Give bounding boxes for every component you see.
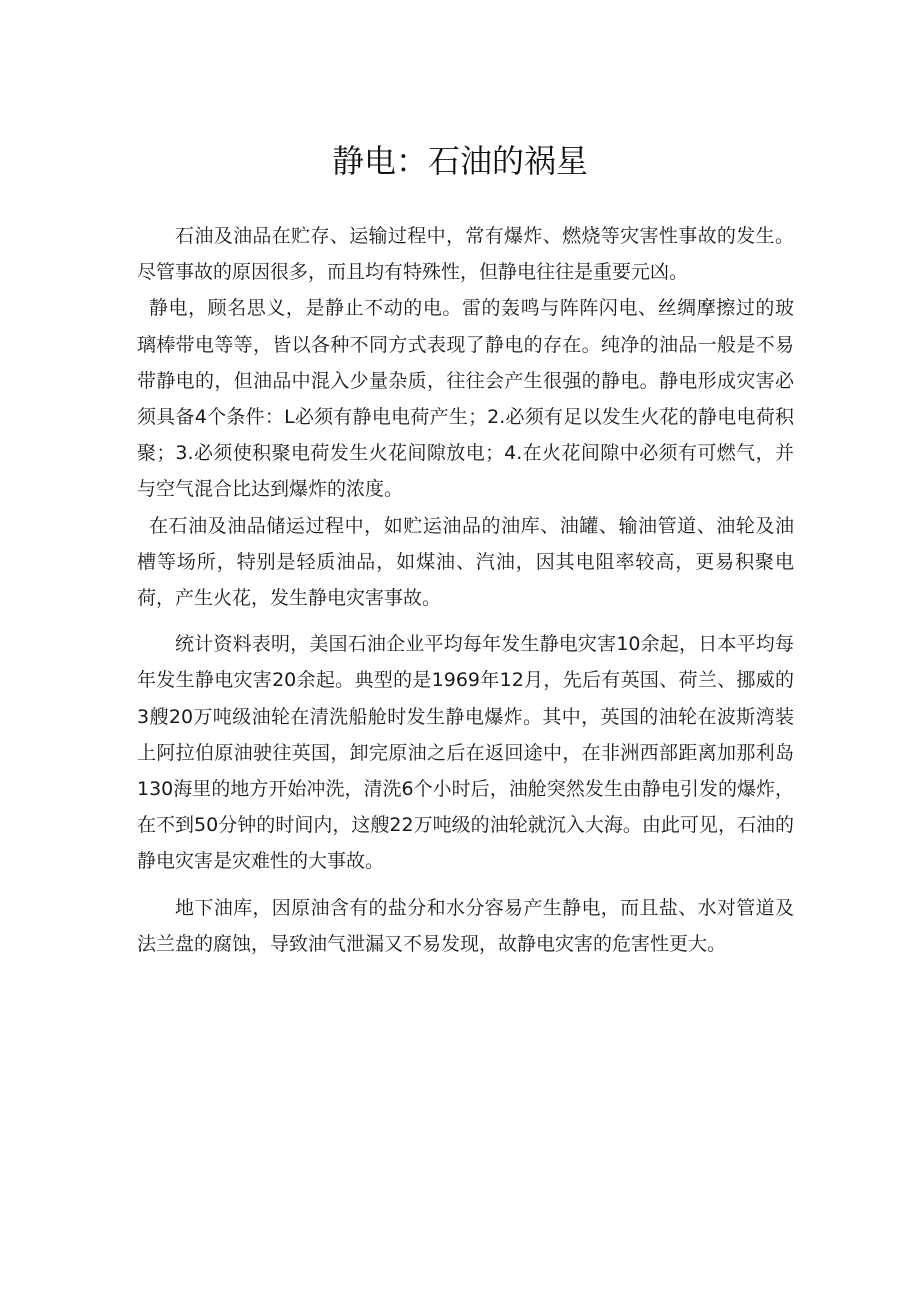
paragraph-underground-depot: 地下油库，因原油含有的盐分和水分容易产生静电，而且盐、水对管道及法兰盘的腐蚀，导致油气泄漏又不易发现，故静电灾害的危害性更大。: [137, 896, 794, 955]
paragraph-intro: 石油及油品在贮存、运输过程中，常有爆炸、燃烧等灾害性事故的发生。尽管事故的原因很多，而且均有特殊性，但静电往往是重要元凶。: [137, 225, 794, 284]
document-body: [137, 218, 794, 962]
paragraph-storage-risk: 在石油及油品储运过程中，如贮运油品的油库、油罐、输油管道、油轮及油槽等场所，特别是轻质油品，如煤油、汽油，因其电阻率较高，更易积聚电荷，产生火花，发生静电灾害事故。: [137, 514, 794, 610]
paragraph-statistics: 统计资料表明，美国石油企业平均每年发生静电灾害10余起，日本平均每年发生静电灾害20余起。典型的是1969年12月，先后有英国、荷兰、挪威的3艘20万吨级油轮在清洗船舱时发生静电爆炸。其中，英国的油轮在波斯湾装上阿拉伯原油驶往英国，卸完原油之后在返回途中，在非洲西部距离加那利岛130海里的地方开始冲洗，清洗6个小时后，油舱突然发生由静电引发的爆炸，在不到50分钟的时间内，这艘22万吨级的油轮就沉入大海。由此可见，石油的静电灾害是灾难性的大事故。: [137, 633, 794, 873]
paragraph-static-definition: 静电，顾名思义，是静止不动的电。雷的轰鸣与阵阵闪电、丝绸摩擦过的玻璃棒带电等等，皆以各种不同方式表现了静电的存在。纯净的油品一般是不易带静电的，但油品中混入少量杂质，往往会产生很强的静电。静电形成灾害必须具备4个条件：L必须有静电电荷产生；2.必须有足以发生火花的静电电荷积聚；3.必须使积聚电荷发生火花间隙放电；4.在火花间隙中必须有可燃气，并与空气混合比达到爆炸的浓度。: [137, 297, 794, 501]
document-title: 静电：石油的祸星: [331, 142, 588, 180]
